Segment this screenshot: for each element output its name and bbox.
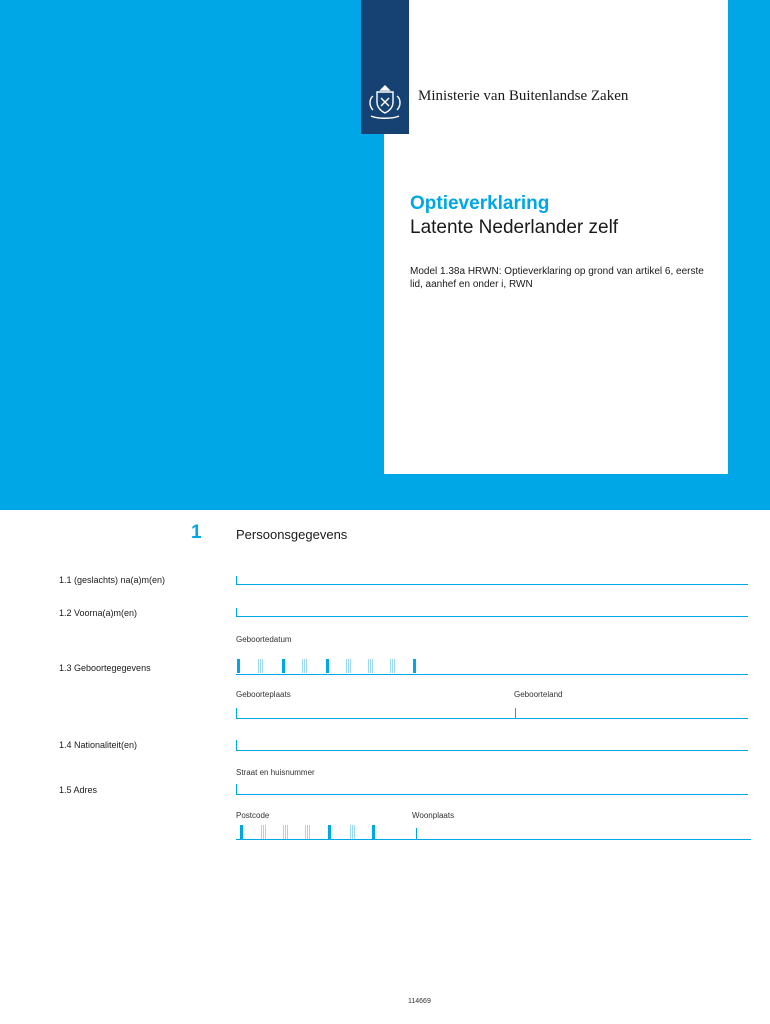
coat-of-arms-icon [361,78,409,126]
field-tick [236,576,237,584]
field-underline [236,718,748,719]
postcode-char-box [372,825,375,839]
document-title: Optieverklaring [410,193,550,214]
section-title: Persoonsgegevens [236,527,348,542]
postcode-char-box [261,825,266,839]
date-digit-box [413,659,416,673]
field-tick [236,708,237,718]
form-code: 114669 [408,998,431,1005]
date-digit-box [237,659,240,673]
field-tick [236,784,237,794]
field-underline [236,839,751,840]
sublabel-birth-date: Geboortedatum [236,635,292,644]
sublabel-postcode: Postcode [236,811,270,820]
field-label-birth-details: 1.3 Geboortegegevens [59,663,151,673]
sublabel-birth-country: Geboorteland [514,690,563,699]
date-digit-box [326,659,329,673]
postcode-char-box [350,825,355,839]
field-underline [236,616,748,617]
date-digit-box [346,659,351,673]
postcode-char-box [305,825,310,839]
field-label-nationality: 1.4 Nationaliteit(en) [59,740,138,750]
postcode-char-box [328,825,331,839]
date-digit-box [302,659,307,673]
field-label-first-names: 1.2 Voorna(a)m(en) [59,608,138,618]
government-logo [361,0,409,134]
postcode-char-box [240,825,243,839]
postcode-char-box [283,825,288,839]
field-label-surname: 1.1 (geslachts) na(a)m(en) [59,575,166,585]
date-digit-box [258,659,263,673]
sublabel-city: Woonplaats [412,811,455,820]
sublabel-birth-place: Geboorteplaats [236,690,291,699]
document-subtitle: Latente Nederlander zelf [410,217,619,238]
field-underline [236,750,748,751]
field-underline [236,794,748,795]
date-digit-box [368,659,373,673]
sublabel-street: Straat en huisnummer [236,768,315,777]
field-label-address: 1.5 Adres [59,785,98,795]
section-number: 1 [191,522,202,543]
date-digit-box [282,659,285,673]
field-tick [236,608,237,616]
field-tick [515,708,516,718]
field-underline [236,584,748,585]
document-description: Model 1.38a HRWN: Optieverklaring op grond van artikel 6, eerste lid, aanhef en onder i, RWN [410,266,704,290]
ministry-name: Ministerie van Buitenlandse Zaken [418,88,629,104]
field-tick [236,740,237,750]
date-digit-box [390,659,395,673]
field-underline [236,674,748,675]
field-tick [416,828,417,839]
